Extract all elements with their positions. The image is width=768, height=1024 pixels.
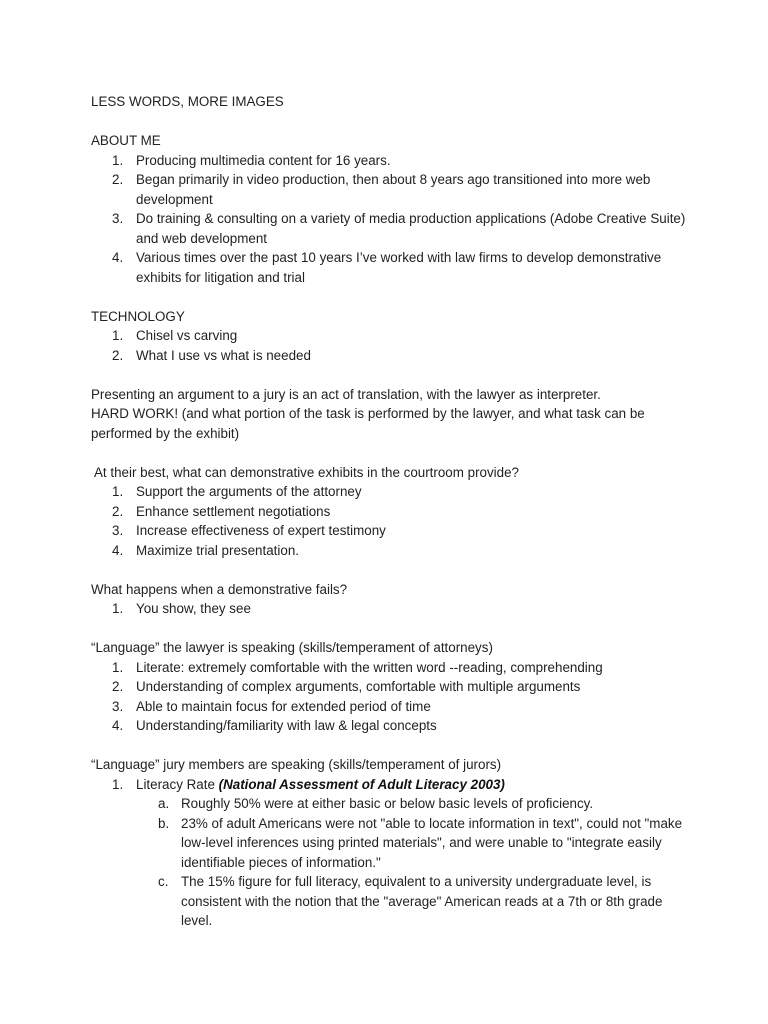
list-item: 1. You show, they see (112, 601, 251, 616)
list-item: 1. Support the arguments of the attorney (112, 484, 362, 499)
lawyer-list (91, 658, 691, 736)
lawyer-heading: “Language” the lawyer is speaking (skills/temperament of attorneys) (91, 640, 493, 655)
document-body (91, 92, 691, 931)
hard-work-paragraph: HARD WORK! (and what portion of the task is performed by the lawyer, and what task can be performed by the exhibit) (91, 406, 645, 441)
list-item: 1. Chisel vs carving (112, 328, 238, 343)
jury-list (91, 775, 691, 931)
list-item: 2. What I use vs what is needed (112, 347, 311, 363)
literacy-sublist (136, 794, 691, 931)
list-item: 1. Literacy Rate (National Assessment of Adult Literacy 2003) a. Roughly 50% were at either basic or below basic levels of proficiency. b. 23% of adult Americans were not "able to locate information in text", could not "make low-level inferences using printed materials", and were unable to "integrate easily identifiable pieces of information." c. The 15% figure for full literacy, equivalent to a university undergraduate level, is consistent with the notion that the "average" American reads at a 7th or 8th grade level. (91, 775, 691, 931)
about-list (91, 151, 691, 288)
list-item: 3. Able to maintain focus for extended period of time (112, 698, 431, 714)
best-heading: At their best, what can demonstrative exhibits in the courtroom provide? (94, 464, 519, 480)
fails-heading: What happens when a demonstrative fails? (91, 581, 348, 597)
about-heading: ABOUT ME (91, 133, 161, 148)
list-item: 1. Literate: extremely comfortable with the written word --reading, comprehending (112, 659, 603, 675)
sub-list-item: b. 23% of adult Americans were not "able to locate information in text", could not "make low-level inferences using printed materials", and were unable to "integrate easily identifiable pieces of information." (158, 815, 683, 870)
list-item: 1. Producing multimedia content for 16 years. (112, 152, 391, 168)
list-item: 3. Increase effectiveness of expert testimony (112, 523, 386, 538)
best-list (91, 482, 691, 560)
list-item: 3. Do training & consulting on a variety of media production applications (Adobe Creative Suite) and web development (112, 211, 686, 246)
fails-list (91, 599, 691, 619)
list-item: 2. Began primarily in video production, then about 8 years ago transitioned into more web development (112, 172, 651, 207)
sub-list-item: a. Roughly 50% were at either basic or below basic levels of proficiency. (158, 796, 594, 811)
technology-heading: TECHNOLOGY (91, 308, 185, 324)
list-item: 4. Maximize trial presentation. (112, 542, 299, 558)
list-item: 2. Understanding of complex arguments, comfortable with multiple arguments (112, 679, 581, 694)
list-item: 4. Understanding/familiarity with law & legal concepts (112, 718, 437, 733)
document-title: LESS WORDS, MORE IMAGES (91, 94, 284, 109)
list-item: 4. Various times over the past 10 years I’ve worked with law firms to develop demonstrative exhibits for litigation and trial (112, 250, 662, 285)
jury-heading: “Language” jury members are speaking (skills/temperament of jurors) (91, 757, 502, 772)
technology-list (91, 326, 691, 365)
literacy-citation: (National Assessment of Adult Literacy 2003) (218, 776, 505, 792)
literacy-rate-label: Literacy Rate (136, 776, 219, 792)
argument-paragraph: Presenting an argument to a jury is an act of translation, with the lawyer as interpreter. (91, 386, 601, 402)
sub-list-item: c. The 15% figure for full literacy, equivalent to a university undergraduate level, is consistent with the notion that the "average" American reads at a 7th or 8th grade level. (158, 874, 663, 928)
list-item: 2. Enhance settlement negotiations (112, 503, 331, 519)
